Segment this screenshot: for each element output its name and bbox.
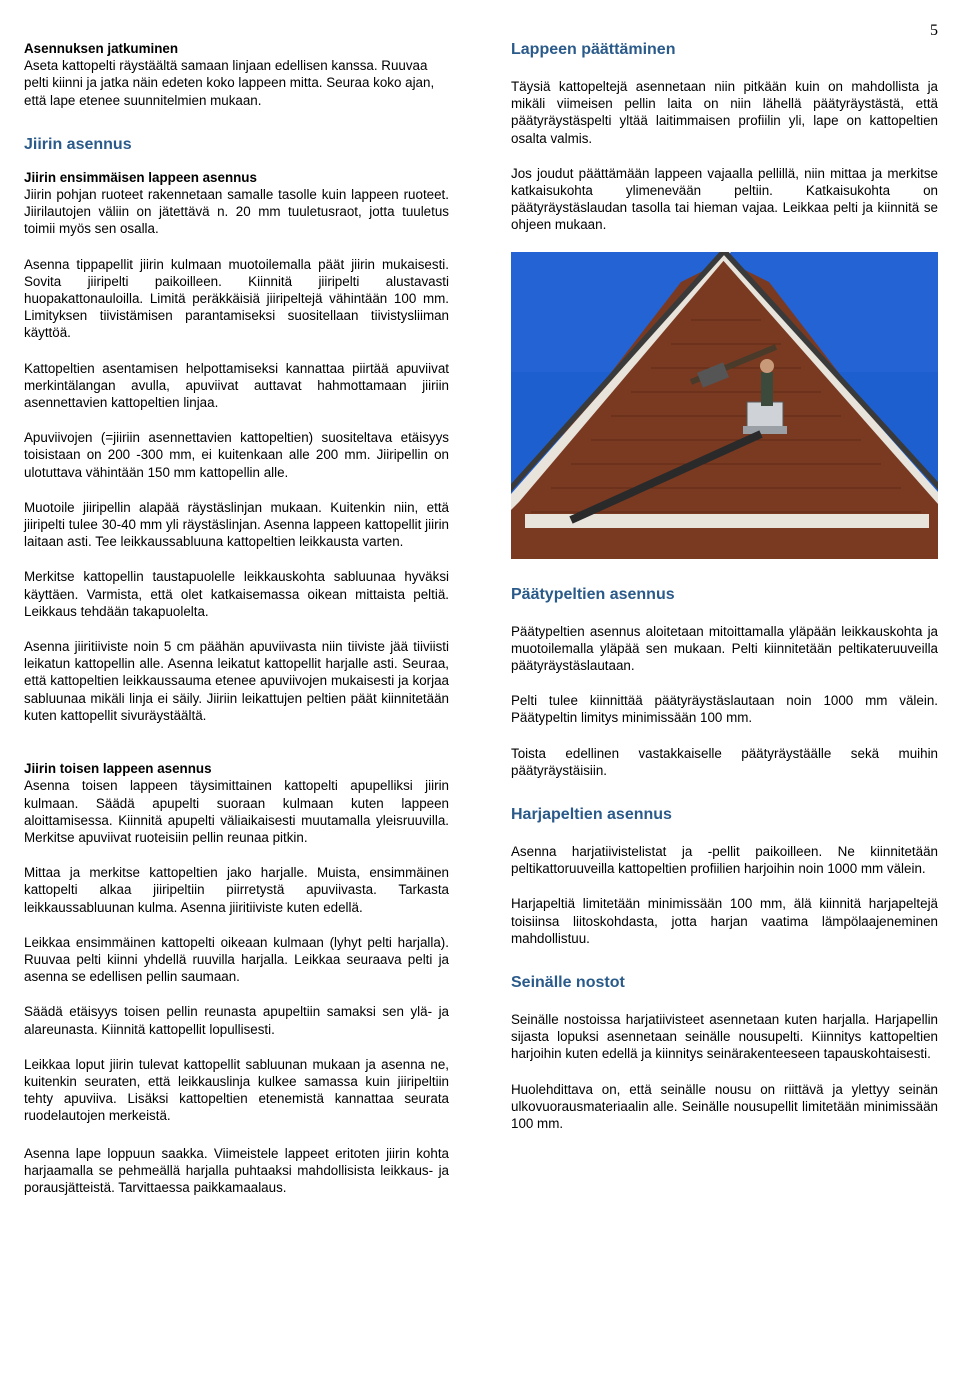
paragraph: Mittaa ja merkitse kattopeltien jako harjalle. Muista, ensimmäinen kattopelti alkaa jiiripeltiin piirretystä apuviivasta. Tarkasta leikkaussabluunan kulma. Asenna jiiritiiviste kuten edellä. (24, 865, 449, 915)
paragraph: Jiirin pohjan ruoteet rakennetaan samalle tasolle kuin lappeen ruoteet. Jiirilautojen väliin on jätettävä n. 20 mm tuuletusraot, jotta tuuletus toimii myös sen osalla. (24, 187, 449, 237)
subheading-jiirin-toinen-lape: Jiirin toisen lappeen asennus (24, 761, 212, 777)
section-title-seinalle-nostot: Seinälle nostot (511, 974, 625, 992)
section-title-jiirin-asennus: Jiirin asennus (24, 135, 132, 153)
paragraph: Asenna lape loppuun saakka. Viimeistele lappeet eritoten jiirin kohta harjaamalla se pehmeällä harjalla puhtaaksi mahdollisista leikkaus- ja porausjätteistä. Tarvittaessa paikkamaalaus. (24, 1145, 449, 1195)
paragraph: Kattopeltien asentamisen helpottamiseksi kannattaa piirtää apuviivat merkintälangan avulla, apuviivat auttavat hahmottamaan jiiriin asennettavien kattopeltien linjaa. (24, 360, 449, 411)
page-number: 5 (930, 22, 938, 39)
section-title-paatypeltien-asennus: Päätypeltien asennus (511, 585, 675, 603)
paragraph: Huolehdittava on, että seinälle nousu on riittävä ja ylettyy seinän ulkovuorausmateriaalin alle. Seinälle nousupellit limitetään minimissään 100 mm. (511, 1081, 938, 1132)
paragraph: Asenna harjatiivistelistat ja -pellit paikoilleen. Ne kiinnitetään peltikattoruuveilla kattopeltien profiilien harjoihin noin 1000 mm välein. (511, 844, 938, 877)
paragraph: Asenna jiiritiiviste noin 5 cm päähän apuviivasta niin tiiviste jää tiiviisti leikatun kattopellin alle. Asenna leikatut kattopellit harjalle asti. Seuraa, että kattopeltien leikkaussauma etenee apuviivojen mukaisesti ja korjaa sabluunaa mikäli linja ei säily. Jiiriin leikattujen peltien päät kiinnitetään kuten kattopellit sivuräystäältä. (24, 639, 449, 723)
paragraph: Leikkaa loput jiirin tulevat kattopellit sabluunan mukaan ja asenna ne, kuitenkin seuraten, että leikkauslinja kulkee samassa kuin jiiripeltiin tehty apuviiva. Lisäksi kattopeltien etenemistä kannattaa seurata ruodelautojen merkeistä. (24, 1056, 449, 1124)
roof-gable-lift-photo (511, 252, 938, 559)
paragraph: Asenna toisen lappeen täysimittainen kattopelti apupelliksi jiirin kulmaan. Säädä apupelti suoraan kulmaan kuten lappeen aloittamisessa. Kiinnitä apupelti väliaikaisesti muutamalla yleisruuvilla. Merkitse apuviivat ruoteisiin pellin reunaa pitkin. (24, 778, 449, 845)
paragraph: Päätypeltien asennus aloitetaan mitoittamalla yläpään leikkauskohta ja muotoilemalla yläpää sen mukaan. Pelti kiinnitetään peltikateruuveilla päätyräystäslautaan. (511, 623, 938, 674)
paragraph: Aseta kattopelti räystäältä samaan linjaan edellisen kanssa. Ruuvaa pelti kiinni ja jatka näin edeten koko lappeen mitta. Seuraa koko ajan, että lape etenee suunnitelmien mukaan. (24, 58, 435, 108)
section-title-asennuksen-jatkuminen: Asennuksen jatkuminen (24, 41, 179, 56)
left-column (24, 40, 449, 1214)
paragraph: Merkitse kattopellin taustapuolelle leikkauskohta sabluunaa hyväksi käyttäen. Varmista, että olet katkaisemassa oikean mittaista peltiä. Leikkaus tehdään takapuolelta. (24, 569, 449, 619)
paragraph: Asenna tippapellit jiirin kulmaan muotoilemalla päät jiirin mukaisesti. Sovita jiiripelti paikoilleen. Kiinnitä jiiripelti alustavasti huopakattonauloilla. Limitä peräkkäisiä jiiripeltejä vähintään 100 mm. Limityksen tiivistämisen parantamiseksi suositellaan tiivistysliiman käyttöä. (24, 256, 449, 341)
paragraph: Seinälle nostoissa harjatiivisteet asennetaan kuten harjalla. Harjapellin sijasta lopuksi asennetaan seinälle nousupelti. Kiinnitys kattopeltien harjoihin kuten edellä ja kiinnitys seinärakenteeseen tapauskohtaisesti. (511, 1012, 938, 1062)
paragraph: Leikkaa ensimmäinen kattopelti oikeaan kulmaan (lyhyt pelti harjalla). Ruuvaa pelti kiinni yhdellä ruuvilla harjalla. Leikkaa seuraava pelti ja asenna se edellisen pellin saumaan. (24, 934, 449, 985)
paragraph: Täysiä kattopeltejä asennetaan niin pitkään kuin on mahdollista ja mikäli viimeisen pellin laita on niin lähellä päätyräystästä, että päätyräystäspelti yltää laitimmaisen profiilin yli, lape on kattopeltien osalta valmis. (511, 79, 938, 146)
paragraph: Toista edellinen vastakkaiselle päätyräystäälle sekä muihin päätyräystäisiin. (511, 745, 938, 778)
paragraph: Pelti tulee kiinnittää päätyräystäslautaan noin 1000 mm välein. Päätypeltin limitys minimissään 100 mm. (511, 693, 938, 726)
section-title-lappeen-paattaminen: Lappeen päättäminen (511, 41, 676, 58)
paragraph: Harjapeltiä limitetään minimissään 100 mm, älä kiinnitä harjapeltejä toisiinsa liitoskohdasta, jotta harjan vaatima lämpölaajeneminen mahdollistuu. (511, 896, 938, 946)
paragraph: Jos joudut päättämään lappeen vajaalla pellillä, niin mittaa ja merkitse katkaisukohta ylimenevään peltiin. Katkaisukohta on päätyräystäslaudan tasolla tai hieman vajaa. Leikkaa pelti ja kiinnitä se ohjeen mukaan. (511, 165, 938, 233)
subheading-jiirin-ensimmainen-lape: Jiirin ensimmäisen lappeen asennus (24, 169, 257, 185)
right-column (511, 40, 938, 1150)
paragraph: Säädä etäisyys toisen pellin reunasta apupeltiin samaksi sen ylä- ja alareunasta. Kiinnitä kattopellit lopullisesti. (24, 1004, 449, 1037)
section-title-harjapeltien-asennus: Harjapeltien asennus (511, 806, 672, 824)
paragraph: Muotoile jiiripellin alapää räystäslinjan mukaan. Kuitenkin niin, että jiiripelti tulee 30-40 mm yli räystäslinjan. Asenna lappeen kattopellit jiirin laitaan asti. Tee leikkaussabluuna kattopeltien leikkausta varten. (24, 499, 449, 550)
paragraph: Apuviivojen (=jiiriin asennettavien kattopeltien) suositeltava etäisyys toisistaan on 200 -300 mm, ei kuitenkaan alle 200 mm. Jiiripellin on ulotuttava vähintään 150 mm kattopellin alle. (24, 430, 449, 480)
